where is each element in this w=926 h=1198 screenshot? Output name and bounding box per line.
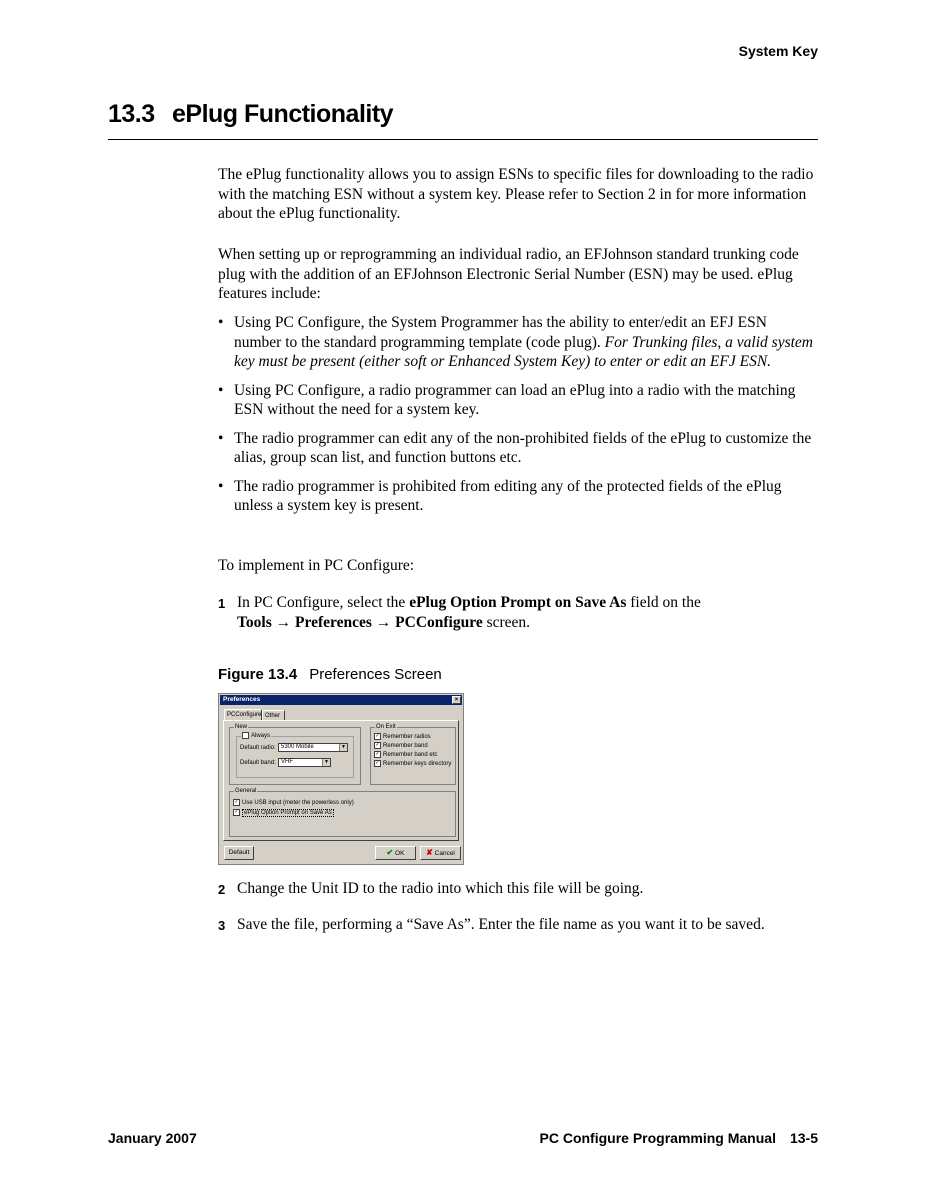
list-item: • The radio programmer can edit any of the non-prohibited fields of the ePlug to customize the alias, group scan list, and function buttons etc. [218, 429, 812, 466]
usb-input-checkbox[interactable]: ✓ Use USB input (meter the powerless only) [234, 799, 354, 807]
paragraph-implement: To implement in PC Configure: [218, 557, 415, 574]
heading-rule [108, 139, 818, 140]
field-name: ePlug Option Prompt on Save As [409, 594, 627, 611]
chevron-down-icon: ▼ [339, 744, 347, 751]
on-exit-group: On Exit ✓ Remember radios ✓ Remember band ✓ Remember band etc ✓ Remember keys directory [370, 727, 456, 785]
footer-date: January 2007 [108, 1130, 197, 1146]
close-icon: ✘ [426, 848, 433, 857]
figure-caption [218, 666, 442, 683]
always-group: Always Default radio: 5300 Mobile ▼ Default band: VHF ▼ [236, 736, 354, 778]
dialog-titlebar [220, 695, 462, 705]
step-2: 2 Change the Unit ID to the radio into which this file will be going. [218, 880, 644, 897]
dialog-title: Preferences [223, 696, 261, 703]
check-icon: ✔ [386, 848, 394, 857]
page-number: 13-5 [789, 1130, 818, 1146]
step-1: 1 In PC Configure, select the ePlug Option Prompt on Save As field on the Tools → Preferences → PCConfigure screen. [218, 594, 701, 631]
running-header: System Key [738, 43, 818, 59]
trunking-note: For Trunking files, a valid system key must be present (either soft or Enhanced System Key) to enter or edit an EFJ ESN. [234, 333, 813, 370]
paragraph-setup: When setting up or reprogramming an individual radio, an EFJohnson standard trunking code plug with the addition of an EFJohnson Electronic Serial Number (ESN) may be used. ePlug features include: [218, 246, 799, 302]
list-item: • Using PC Configure, a radio programmer can load an ePlug into a radio with the matching ESN without the need for a system key. [218, 381, 796, 418]
default-band-label: Default band: [240, 760, 276, 766]
default-radio-select[interactable]: 5300 Mobile ▼ [278, 743, 348, 752]
tab-other[interactable]: Other [262, 710, 285, 720]
general-group: General ✓ Use USB input (meter the powerless only) ✓ ePlug Option Prompt on Save As [229, 791, 456, 837]
list-item: • Using PC Configure, the System Programmer has the ability to enter/edit an EFJ ESN number to the standard programming template (code plug). For Trunking files, a valid system key must be present (either soft or Enhanced System Key) to enter or edit an EFJ ESN. [218, 314, 813, 370]
remember-band-etc-checkbox[interactable]: ✓ Remember band etc [375, 751, 438, 759]
ok-button[interactable]: ✔ OK [375, 846, 416, 860]
default-band-select[interactable]: VHF ▼ [278, 758, 331, 767]
close-icon[interactable]: × [452, 696, 461, 704]
remember-keys-checkbox[interactable]: ✓ Remember keys directory [375, 760, 452, 768]
preferences-dialog [218, 693, 464, 865]
new-group: New Always Default radio: 5300 Mobile ▼ Default band: VHF ▼ [229, 727, 361, 785]
eplug-option-checkbox[interactable]: ✓ ePlug Option Prompt on Save As [234, 809, 332, 817]
figure-title: Preferences Screen [309, 666, 442, 683]
section-number: 13.3 [108, 100, 155, 128]
default-radio-label: Default radio: [240, 745, 276, 751]
tab-pcconfigure[interactable]: PCConfigure [224, 709, 262, 720]
figure-label: Figure 13.4 [218, 666, 298, 683]
footer-manual: PC Configure Programming Manual 13-5 [539, 1130, 818, 1146]
remember-radios-checkbox[interactable]: ✓ Remember radios [375, 733, 431, 741]
list-item: • The radio programmer is prohibited from editing any of the protected fields of the ePlug unless a system key is present. [218, 477, 782, 514]
cancel-button[interactable]: ✘ Cancel [420, 846, 461, 860]
feature-list [218, 313, 818, 525]
tab-panel [223, 720, 459, 841]
paragraph-intro: The ePlug functionality allows you to assign ESNs to specific files for downloading to the radio with the matching ESN without a system key. Please refer to Section 2 in for more information about the ePlug functionality. [218, 166, 814, 222]
always-checkbox[interactable] [242, 732, 249, 739]
step-3: 3 Save the file, performing a “Save As”. Enter the file name as you want it to be saved. [218, 916, 765, 933]
chevron-down-icon: ▼ [322, 759, 330, 766]
remember-band-checkbox[interactable]: ✓ Remember band [375, 742, 428, 750]
section-heading [108, 100, 393, 129]
section-title: ePlug Functionality [172, 100, 394, 128]
default-button[interactable]: Default [224, 846, 254, 860]
